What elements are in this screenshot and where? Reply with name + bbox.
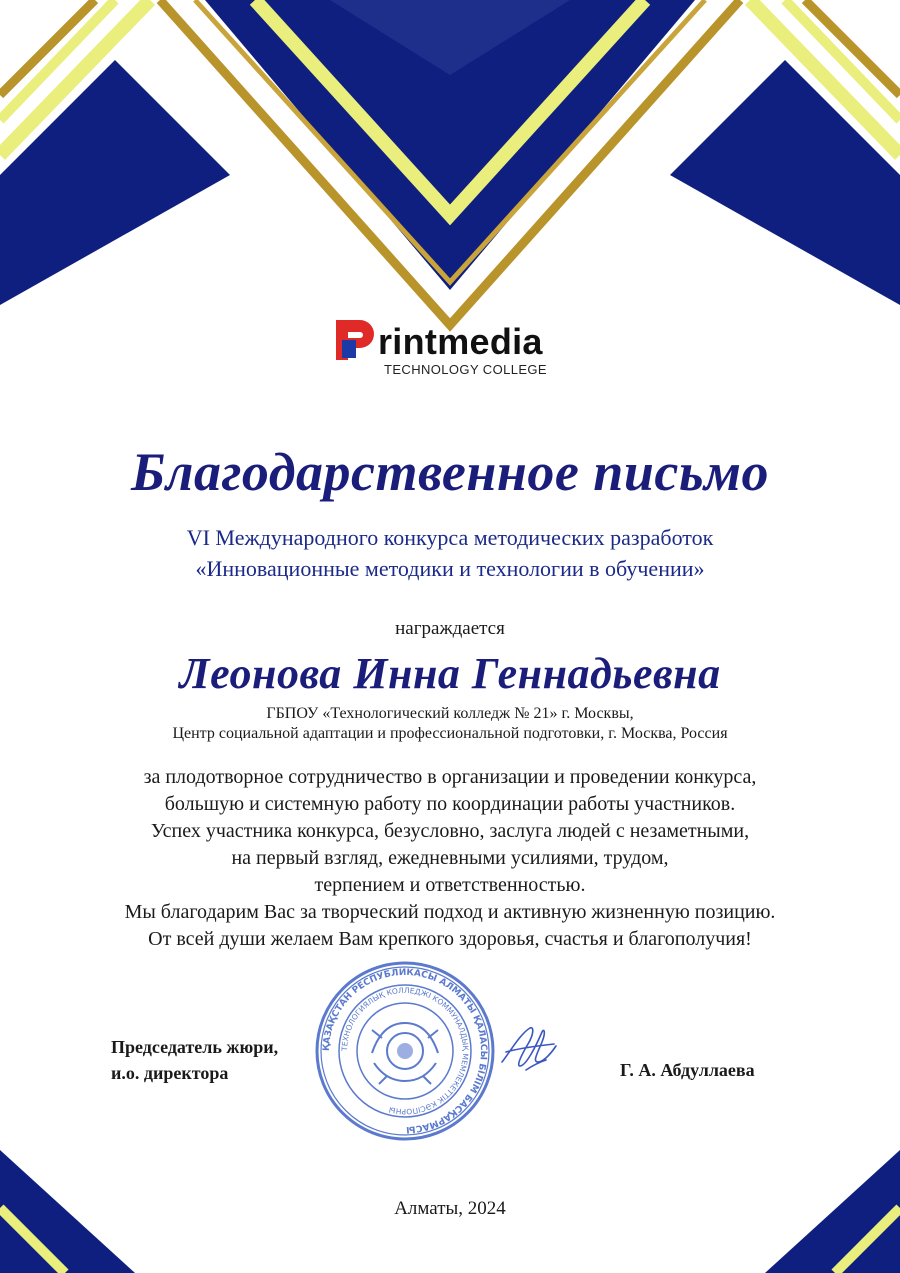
recipient-organization [0, 704, 900, 744]
body-line: Успех участника конкурса, безусловно, заслуга людей с незаметными, [150, 820, 750, 842]
certificate-title: Благодарственное письмо [130, 442, 770, 502]
subtitle-line-2: «Инновационные методики и технологии в обучении» [195, 556, 705, 581]
role-line-2: и.о. директора [111, 1063, 229, 1083]
subtitle-line-1: VI Международного конкурса методических разработок [186, 525, 714, 550]
logo-wordmark: rintmedia [378, 321, 543, 362]
body-line: Мы благодарим Вас за творческий подход и активную жизненную позицию. [124, 901, 776, 923]
body-line: терпением и ответственностью. [314, 874, 586, 896]
left-navy-wedge [0, 60, 230, 305]
seal-outer-text: ҚАЗАҚСТАН РЕСПУБЛИКАСЫ АЛМАТЫ ҚАЛАСЫ БІЛІМ БАСҚАРМАСЫ [321, 967, 489, 1135]
place-and-year: Алматы, 2024 [394, 1198, 506, 1219]
recipient-name: Леонова Инна Геннадьевна [179, 649, 721, 698]
handwritten-signature [496, 1022, 560, 1076]
gratitude-text [0, 764, 900, 953]
signatory-name: Г. А. Абдуллаева [620, 1060, 755, 1080]
right-navy-wedge [670, 60, 900, 305]
official-seal-stamp [312, 958, 498, 1144]
printmedia-p-icon [334, 318, 380, 362]
contest-subtitle [0, 522, 900, 584]
organization-line-1: ГБПОУ «Технологический колледж № 21» г. Москвы, [266, 705, 634, 722]
role-line-1: Председатель жюри, [111, 1037, 279, 1057]
body-line: за плодотворное сотрудничество в организации и проведении конкурса, [143, 766, 757, 788]
body-line: От всей души желаем Вам крепкого здоровья, счастья и благополучия! [148, 928, 752, 950]
printmedia-logo [0, 318, 900, 382]
signatory-role [111, 1034, 278, 1086]
logo-tagline: TECHNOLOGY COLLEGE [384, 362, 548, 377]
organization-line-2: Центр социальной адаптации и профессиональной подготовки, г. Москва, Россия [172, 725, 728, 742]
seal-inner-text: ТЕХНОЛОГИЯЛЫҚ КОЛЛЕДЖІ КОММУНАЛДЫҚ МЕМЛЕКЕТТІК КӘСІПОРНЫ [339, 985, 471, 1117]
awarded-label: награждается [395, 618, 505, 639]
body-line: большую и системную работу по координации работы участников. [164, 793, 736, 815]
body-line: на первый взгляд, ежедневными усилиями, трудом, [231, 847, 669, 869]
